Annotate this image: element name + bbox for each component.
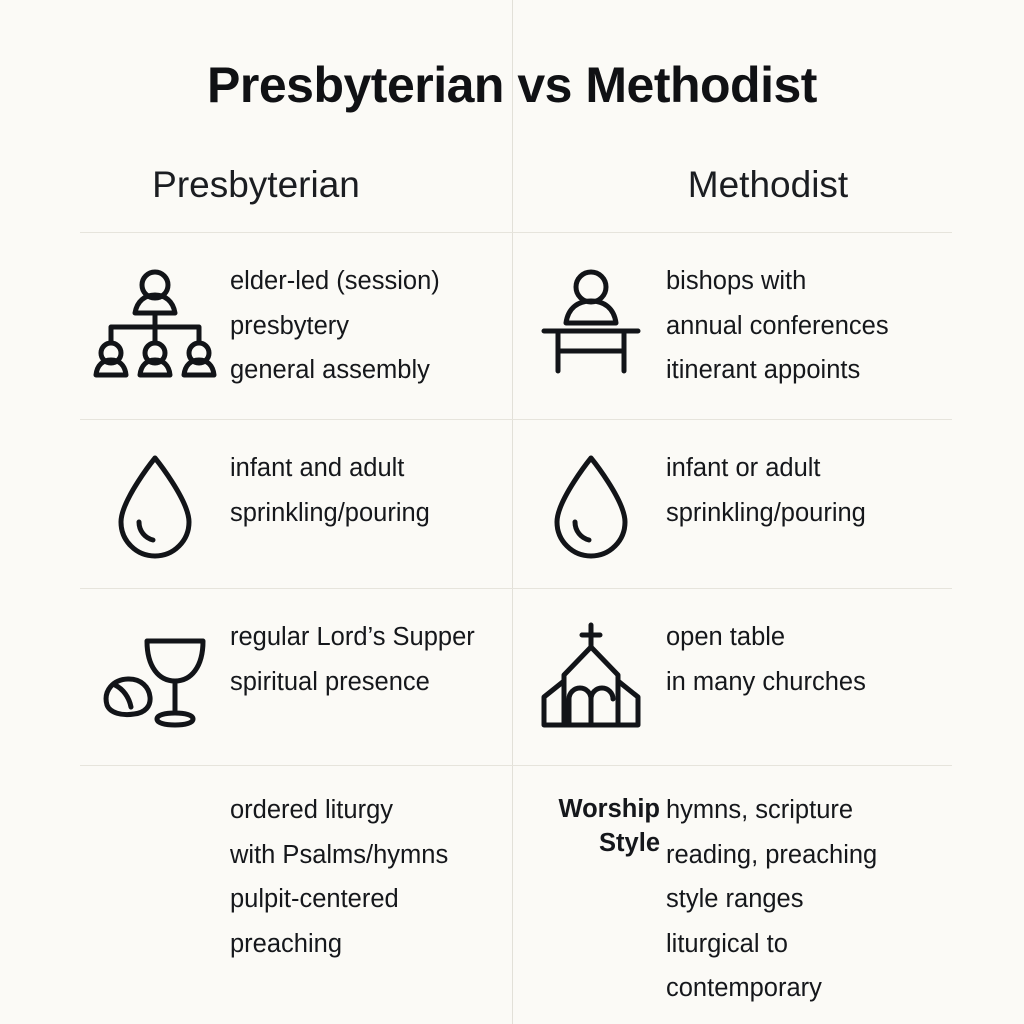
column-headers [0,164,1024,206]
cell-text: infant or adult sprinkling/pouring [666,453,866,527]
cell-methodist-baptism [516,420,952,588]
cell-presbyterian-worship [80,766,516,1021]
church-building-icon [516,615,666,737]
cell-presbyterian-baptism [80,420,516,588]
table-row [80,588,952,765]
cell-text: regular Lord’s Supper spiritual presence [230,622,475,696]
bread-and-chalice-icon [80,615,230,739]
cell-text: hymns, scripture reading, preaching style ranges liturgical to contemporary [666,795,878,1003]
comparison-rows [80,232,952,1021]
worship-style-label-wrap [516,788,666,869]
page-title: Presbyterian vs Methodist [207,57,817,113]
table-row [80,419,952,588]
column-header-methodist: Methodist [687,164,849,205]
cell-presbyterian-governance [80,233,516,419]
org-chart-people-icon [80,259,230,383]
cell-methodist-governance [516,233,952,419]
cell-presbyterian-communion [80,589,516,765]
column-header-presbyterian: Presbyterian [152,164,360,205]
table-row [80,232,952,419]
water-drop-icon [516,446,666,562]
worship-icon-placeholder [80,788,230,792]
cell-text: elder-led (session) presbytery general assembly [230,267,440,385]
table-row [80,765,952,1021]
cell-text: ordered liturgy with Psalms/hymns pulpit-centered preaching [230,795,449,958]
cell-text: bishops with annual conferences itinerant appoints [666,267,889,385]
cell-text: open table in many churches [666,622,866,696]
cell-text: infant and adult sprinkling/pouring [230,453,430,527]
bishop-person-table-icon [516,259,666,381]
cell-methodist-communion [516,589,952,765]
water-drop-icon [80,446,230,562]
cell-methodist-worship [516,766,952,1021]
worship-style-label: Worship Style [558,794,660,858]
